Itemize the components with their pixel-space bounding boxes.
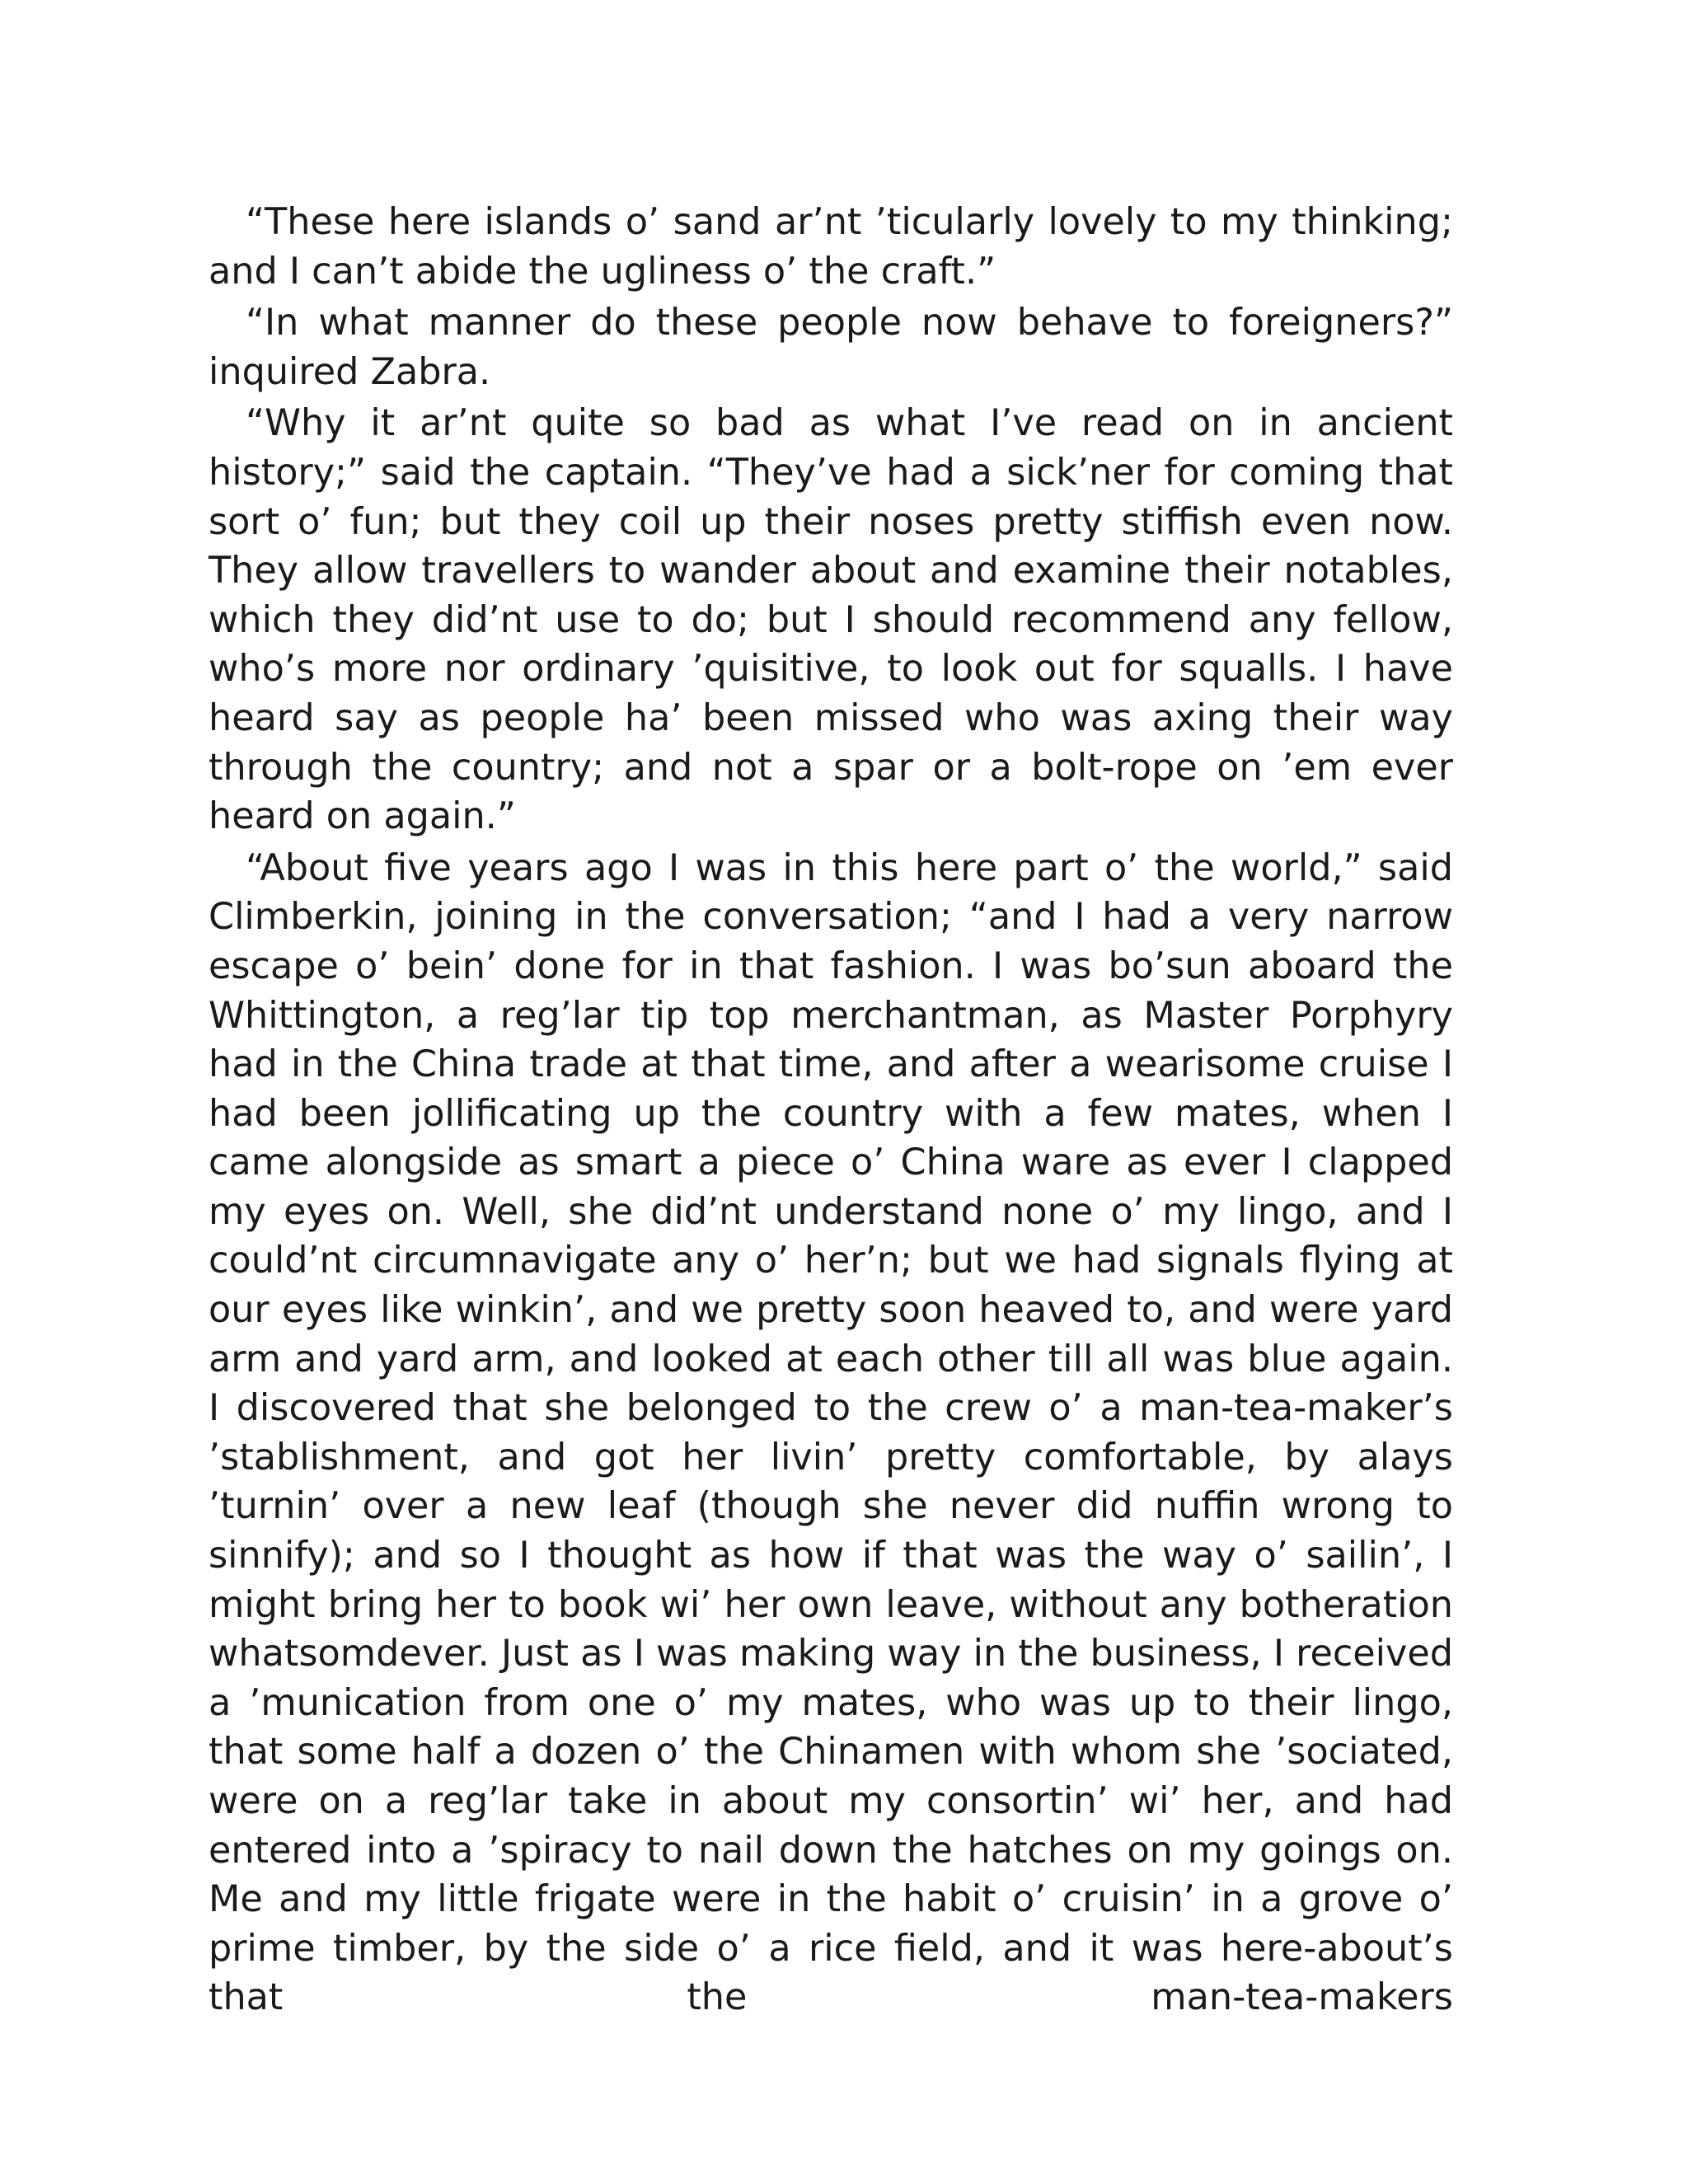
paragraph-2: “In what manner do these people now behave to foreigners?” inquired Zabra. <box>209 302 1453 393</box>
paragraph-3: “Why it ar’nt quite so bad as what I’ve read on in ancient history;” said the captain. “They’ve had a sick’ner for coming that sort o’ fun; but they coil up their noses pretty stiffish even now. They allow travellers to wander about and examine their notables, which they did’nt use to do; but I should recommend any fellow, who’s more nor ordinary ’quisitive, to look out for squalls. I have heard say as people ha’ been missed who was axing their way through the country; and not a spar or a bolt-rope on ’em ever heard on again.” <box>209 402 1453 838</box>
body-text <box>209 198 1453 2025</box>
paragraph-4: “About five years ago I was in this here part o’ the world,” said Climberkin, joining in the conversation; “and I had a very narrow escape o’ bein’ done for in that fashion. I was bo’sun aboard the Whittington, a reg’lar tip top merchantman, as Master Porphyry had in the China trade at that time, and after a wearisome cruise I had been jollificating up the country with a few mates, when I came alongside as smart a piece o’ China ware as ever I clapped my eyes on. Well, she did’nt understand none o’ my lingo, and I could’nt circumnavigate any o’ her’n; but we had signals flying at our eyes like winkin’, and we pretty soon heaved to, and were yard arm and yard arm, and looked at each other till all was blue again. I discovered that she belonged to the crew o’ a man-tea-maker’s ’stablishment, and got her livin’ pretty comfortable, by alays ’turnin’ over a new leaf (though she never did nuffin wrong to sinnify); and so I thought as how if that was the way o’ sailin’, I might bring her to book wi’ her own leave, without any botheration whatsomdever. Just as I was making way in the business, I received a ’munication from one o’ my mates, who was up to their lingo, that some half a dozen o’ the Chinamen with whom she ’sociated, were on a reg’lar take in about my consortin’ wi’ her, and had entered into a ’spiracy to nail down the hatches on my goings on. Me and my little frigate were in the habit o’ cruisin’ in a grove o’ prime timber, by the side o’ a rice field, and it was here-about’s that the man-tea-makers <box>209 846 1453 2019</box>
paragraph-1: “These here islands o’ sand ar’nt ’ticularly lovely to my thinking; and I can’t abide the ugliness o’ the craft.” <box>209 201 1453 293</box>
